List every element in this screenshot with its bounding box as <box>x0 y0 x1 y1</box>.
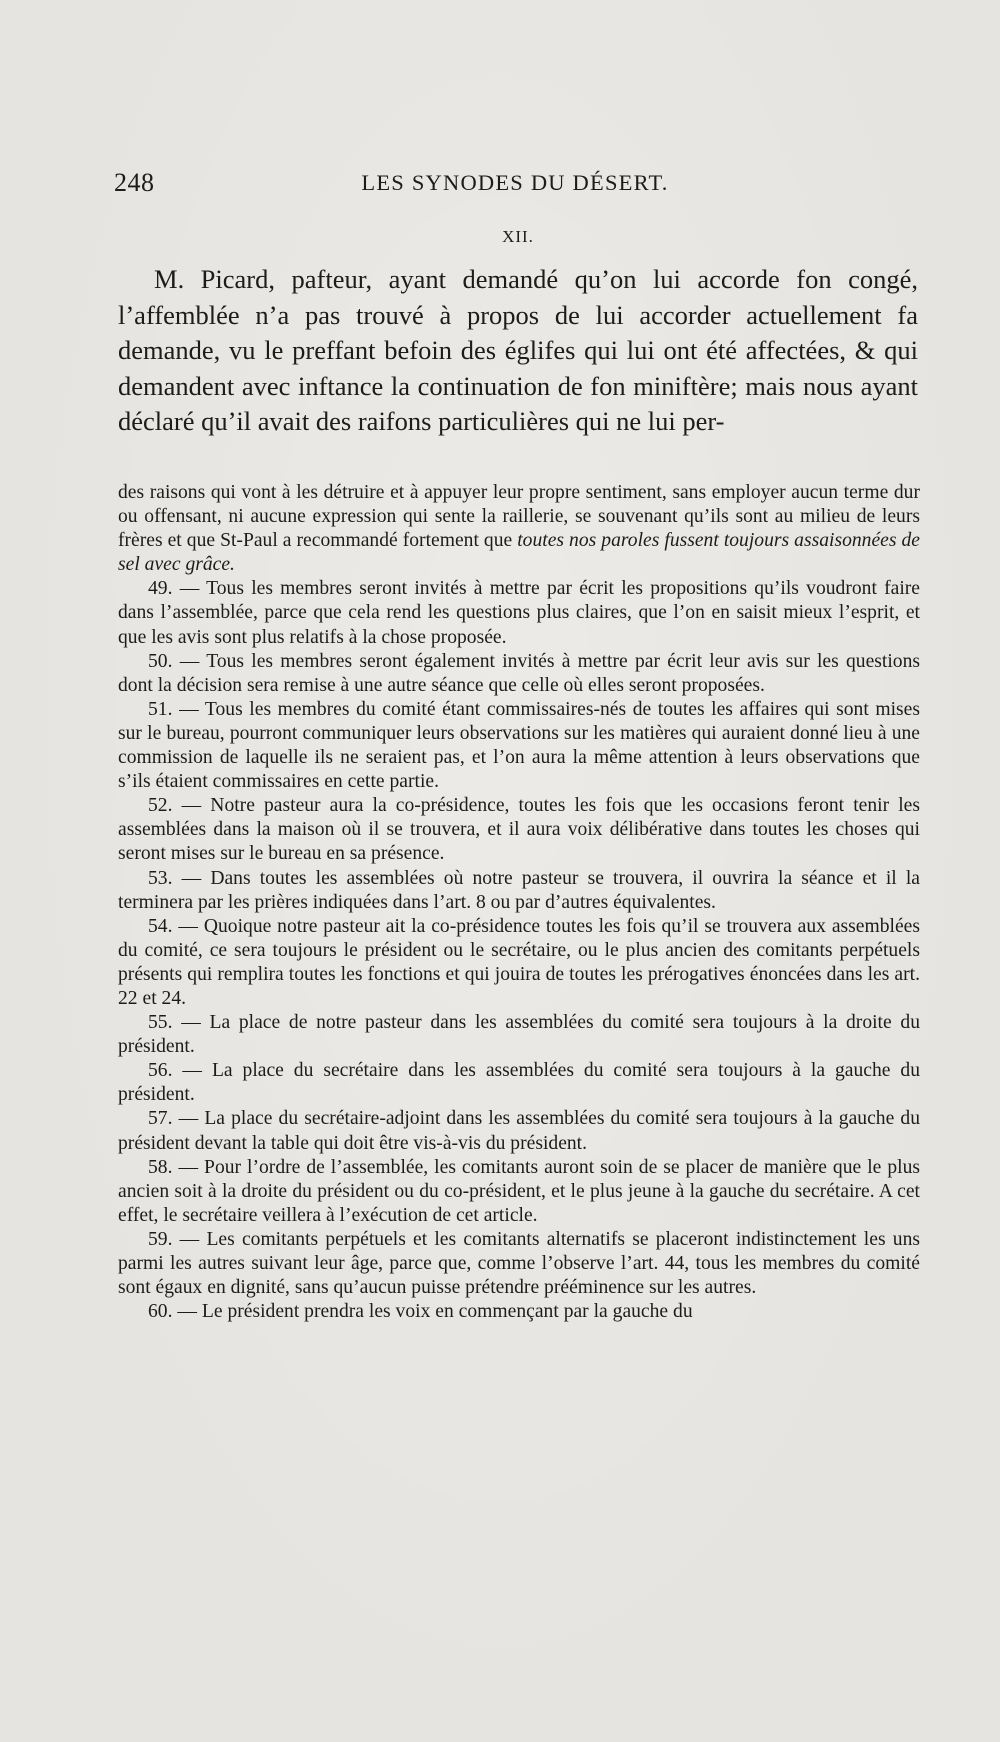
paragraph-49: 49. — Tous les membres seront invités à mettre par écrit les propositions qu’ils voudront faire dans l’assemblée, parce que cela rend les questions plus claires, que l’on en saisit mieux l’esprit, et que les avis sont plus relatifs à la chose proposée. <box>118 578 920 648</box>
paragraph-50: 50. — Tous les membres seront également invités à mettre par écrit leur avis sur les questions dont la décision sera remise à une autre séance que celle où elles seront proposées. <box>118 650 920 696</box>
paragraph-56: 56. — La place du secrétaire dans les assemblées du comité sera toujours à la gauche du président. <box>118 1060 920 1106</box>
synod-article <box>118 226 918 440</box>
paragraph-53: 53. — Dans toutes les assemblées où notre pasteur se trouvera, il ouvrira la séance et il la terminera par les prières indiquées dans l’art. 8 ou par d’autres équivalentes. <box>118 867 920 913</box>
paragraph-51: 51. — Tous les membres du comité étant commissaires-nés de toutes les affaires qui sont mises sur le bureau, pourront communiquer leurs observations sur les matières qui auraient donné lieu à une commission de laquelle ils ne seraient pas, et l’on aura la même attention à leurs observations que s’ils étaient commissaires en cette partie. <box>118 698 920 793</box>
bleed-through-text <box>118 481 920 1324</box>
paragraph-48-text: des raisons qui vont à les détruire et à appuyer leur propre sentiment, sans employer aucun terme dur ou offensant, ni aucune expression qui sente la raillerie, se souvenant qu’ils sont au milieu de leurs frères et que St-Paul a recommandé fortement que <box>118 482 920 552</box>
running-title: LES SYNODES DU DÉSERT. <box>361 170 669 195</box>
paragraph-55: 55. — La place de notre pasteur dans les assemblées du comité sera toujours à la droite du président. <box>118 1012 920 1058</box>
page-number: 248 <box>114 168 155 197</box>
section-number: XII. <box>502 227 534 246</box>
paragraph-48-quote: toutes nos paroles fussent toujours assaisonnées de sel avec grâce. <box>118 530 920 576</box>
paragraph-58: 58. — Pour l’ordre de l’assemblée, les comitants auront soin de se placer de manière que le plus ancien soit à la droite du président ou du co-président, et le plus jeune à la gauche du secrétaire. A cet effet, le secrétaire veillera à l’exécution de cet article. <box>118 1156 920 1226</box>
paragraph-54: 54. — Quoique notre pasteur ait la co-présidence toutes les fois qu’il se trouvera aux assemblées du comité, ce sera toujours le président ou le secrétaire, ou le plus ancien des comitants perpétuels présents qui remplira toutes les fonctions et qui jouira de toutes les prérogatives énoncées dans les art. 22 et 24. <box>118 915 920 1009</box>
paragraph-59: 59. — Les comitants perpétuels et les comitants alternatifs se placeront indistinctement les uns parmi les autres suivant leur âge, parce que, comme l’observe l’art. 44, tous les membres du comité sont égaux en dignité, sans qu’aucun puisse prétendre prééminence sur les autres. <box>118 1228 920 1299</box>
section-text: M. Picard, pafteur, ayant demandé qu’on lui accorde fon congé, l’affemblée n’a pas trouvé à propos de lui accorder actuellement fa demande, vu le preffant befoin des églifes qui lui ont été affectées, & qui demandent avec inftance la continuation de fon miniftère; mais nous ayant déclaré qu’il avait des raifons particulières qui ne lui per- <box>118 264 918 436</box>
paragraph-48-continuation <box>118 481 920 577</box>
paragraph-52: 52. — Notre pasteur aura la co-présidence, toutes les fois que les occasions feront tenir les assemblées dans la maison où il se trouvera, et il aura voix délibérative dans toutes les choses qui seront mises sur le bureau en sa présence. <box>118 795 920 865</box>
page-header <box>114 168 916 202</box>
paragraph-60: 60. — Le président prendra les voix en commençant par la gauche du <box>148 1301 693 1323</box>
paragraph-57: 57. — La place du secrétaire-adjoint dans les assemblées du comité sera toujours à la gauche du président devant la table qui doit être vis-à-vis du président. <box>118 1108 920 1154</box>
